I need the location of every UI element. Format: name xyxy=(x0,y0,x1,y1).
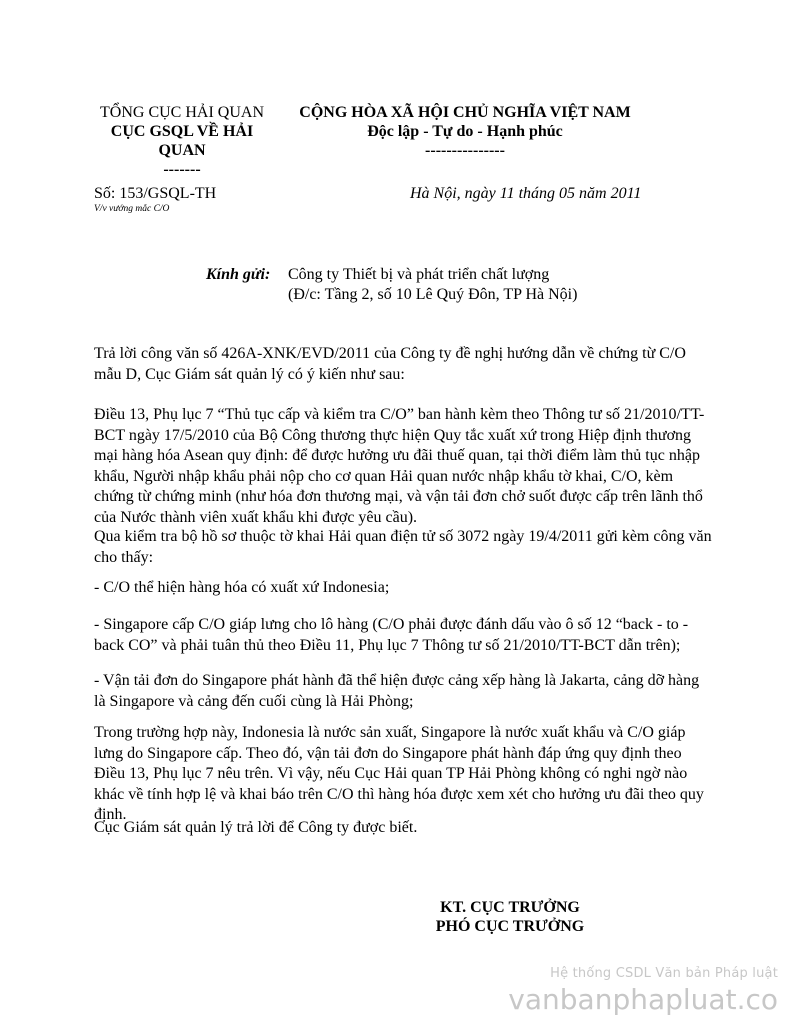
paragraph-8: Cục Giám sát quản lý trả lời để Công ty được biết. xyxy=(94,819,418,836)
signature-title-line2: PHÓ CỤC TRƯỞNG xyxy=(435,918,585,935)
recipient-name: Công ty Thiết bị và phát triển chất lượng xyxy=(288,266,550,283)
paragraph-3: Qua kiểm tra bộ hồ sơ thuộc tờ khai Hải quan điện tử số 3072 ngày 19/4/2011 gửi kèm công văn cho thấy: xyxy=(94,528,712,566)
paragraph-7: Trong trường hợp này, Indonesia là nước sản xuất, Singapore là nước xuất khẩu và C/O giáp lưng do Singapore cấp. Theo đó, vận tải đơn do Singapore phát hành đáp ứng quy định theo Điều 13, Phụ lục 7 nêu trên. Vì vậy, nếu Cục Hải quan TP Hải Phòng không có nghi ngờ nào khác về tính hợp lệ và khai báo trên C/O thì hàng hóa được xem xét cho hưởng ưu đãi theo quy định. xyxy=(94,724,704,823)
paragraph-6: - Vận tải đơn do Singapore phát hành đã thể hiện được cảng xếp hàng là Jakarta, cảng dỡ hàng là Singapore và cảng đến cuối cùng là Hải Phòng; xyxy=(94,672,700,710)
paragraph-4: - C/O thể hiện hàng hóa có xuất xứ Indonesia; xyxy=(94,579,390,596)
department-name-line2: QUAN xyxy=(158,142,206,159)
department-name-line1: CỤC GSQL VỀ HẢI xyxy=(110,123,254,140)
signature-block xyxy=(410,898,610,936)
place-date: Hà Nội, ngày 11 tháng 05 năm 2011 xyxy=(410,185,642,202)
header-left-separator: ------- xyxy=(163,161,201,178)
nation-title: CỘNG HÒA XÃ HỘI CHỦ NGHĨA VIỆT NAM xyxy=(299,104,631,121)
watermark-line1: Hệ thống CSDL Văn bản Pháp luật xyxy=(550,966,778,981)
recipient-label: Kính gửi: xyxy=(206,266,271,283)
document-subject: V/v vướng mắc C/O xyxy=(94,204,170,214)
recipient-address: (Đ/c: Tầng 2, số 10 Lê Quý Đôn, TP Hà Nội) xyxy=(288,286,578,303)
national-motto: Độc lập - Tự do - Hạnh phúc xyxy=(367,123,563,140)
paragraph-5: - Singapore cấp C/O giáp lưng cho lô hàng (C/O phải được đánh dấu vào ô số 12 “back - to - back CO” và phải tuân thủ theo Điều 11, Phụ lục 7 Thông tư số 21/2010/TT-BCT dẫn trên); xyxy=(94,616,689,654)
signature-title-line1: KT. CỤC TRƯỞNG xyxy=(440,899,580,916)
issuing-agency-block xyxy=(92,103,272,179)
national-heading-block xyxy=(285,103,645,160)
watermark-line2: vanbanphapluat.co xyxy=(508,983,778,1016)
paragraph-1: Trả lời công văn số 426A-XNK/EVD/2011 của Công ty đề nghị hướng dẫn về chứng từ C/O mẫu D, Cục Giám sát quản lý có ý kiến như sau: xyxy=(94,345,686,383)
paragraph-2: Điều 13, Phụ lục 7 “Thủ tục cấp và kiểm tra C/O” ban hành kèm theo Thông tư số 21/2010/TT-BCT ngày 17/5/2010 của Bộ Công thương thực hiện Quy tắc xuất xứ trong Hiệp định thương mại hàng hóa Asean quy định: để được hưởng ưu đãi thuế quan, tại thời điểm làm thủ tục nhập khẩu, Người nhập khẩu phải nộp cho cơ quan Hải quan nước nhập khẩu tờ khai, C/O, kèm chứng từ chứng minh (như hóa đơn thương mại, và vận tải đơn chở suốt được cấp trên lãnh thổ của Nước thành viên xuất khẩu khi được yêu cầu). xyxy=(94,406,705,526)
document-number: Số: 153/GSQL-TH xyxy=(94,185,217,202)
header-right-separator: --------------- xyxy=(425,142,505,159)
agency-name: TỔNG CỤC HẢI QUAN xyxy=(100,104,264,121)
